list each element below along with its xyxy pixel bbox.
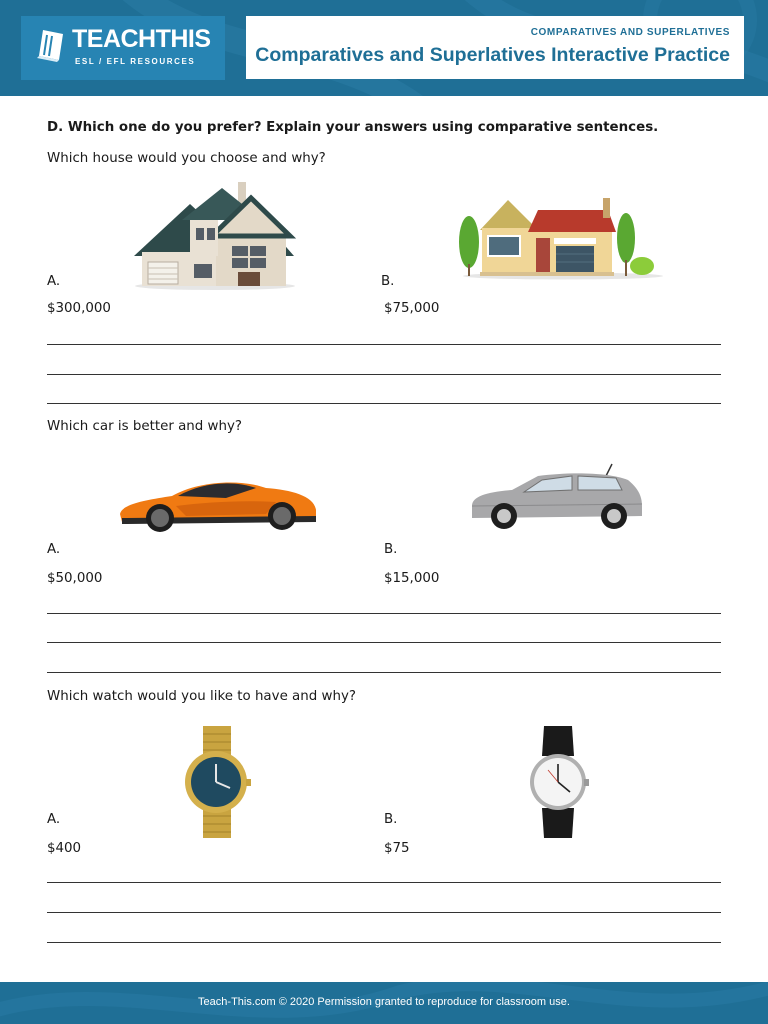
small-house-image <box>459 198 663 280</box>
question-car-prompt: Which car is better and why? <box>47 419 242 434</box>
teachthis-logo[interactable] <box>21 16 225 80</box>
page-header <box>0 0 768 96</box>
car-option-b-label: B. <box>384 542 398 557</box>
worksheet-title: Comparatives and Superlatives Interactive Practice <box>255 44 730 66</box>
house-option-b-label: B. <box>381 274 395 289</box>
answer-line[interactable] <box>47 672 721 673</box>
copyright-notice: Teach-This.com © 2020 Permission granted to reproduce for classroom use. <box>198 996 570 1008</box>
logo-title: TEACHTHIS <box>72 25 211 53</box>
instructions: D. Which one do you prefer? Explain your answers using comparative sentences. <box>47 120 659 135</box>
orange-sports-car-image <box>116 474 320 534</box>
watch-option-b-label: B. <box>384 812 398 827</box>
house-option-a-price: $300,000 <box>47 301 111 316</box>
watch-option-a-price: $400 <box>47 841 82 856</box>
answer-line[interactable] <box>47 942 721 943</box>
answer-line[interactable] <box>47 613 721 614</box>
car-option-a-price: $50,000 <box>47 571 103 586</box>
answer-line[interactable] <box>47 642 721 643</box>
question-house-prompt: Which house would you choose and why? <box>47 151 326 166</box>
house-option-a-label: A. <box>47 274 61 289</box>
gold-watch-image <box>182 726 252 838</box>
answer-line[interactable] <box>47 403 721 404</box>
answer-line[interactable] <box>47 882 721 883</box>
answer-line[interactable] <box>47 374 721 375</box>
gray-hatchback-image <box>468 462 644 534</box>
page-footer <box>0 982 768 1024</box>
answer-line[interactable] <box>47 344 721 345</box>
answer-line[interactable] <box>47 912 721 913</box>
worksheet-category: COMPARATIVES AND SUPERLATIVES <box>530 27 730 38</box>
watch-option-a-label: A. <box>47 812 61 827</box>
car-option-b-price: $15,000 <box>384 571 440 586</box>
house-option-b-price: $75,000 <box>384 301 440 316</box>
large-house-image <box>130 180 300 292</box>
book-icon <box>35 26 67 62</box>
watch-option-b-price: $75 <box>384 841 410 856</box>
logo-subtitle: ESL / EFL RESOURCES <box>75 57 196 66</box>
question-watch-prompt: Which watch would you like to have and why? <box>47 689 356 704</box>
title-box <box>246 16 744 79</box>
car-option-a-label: A. <box>47 542 61 557</box>
black-leather-watch-image <box>526 726 590 838</box>
